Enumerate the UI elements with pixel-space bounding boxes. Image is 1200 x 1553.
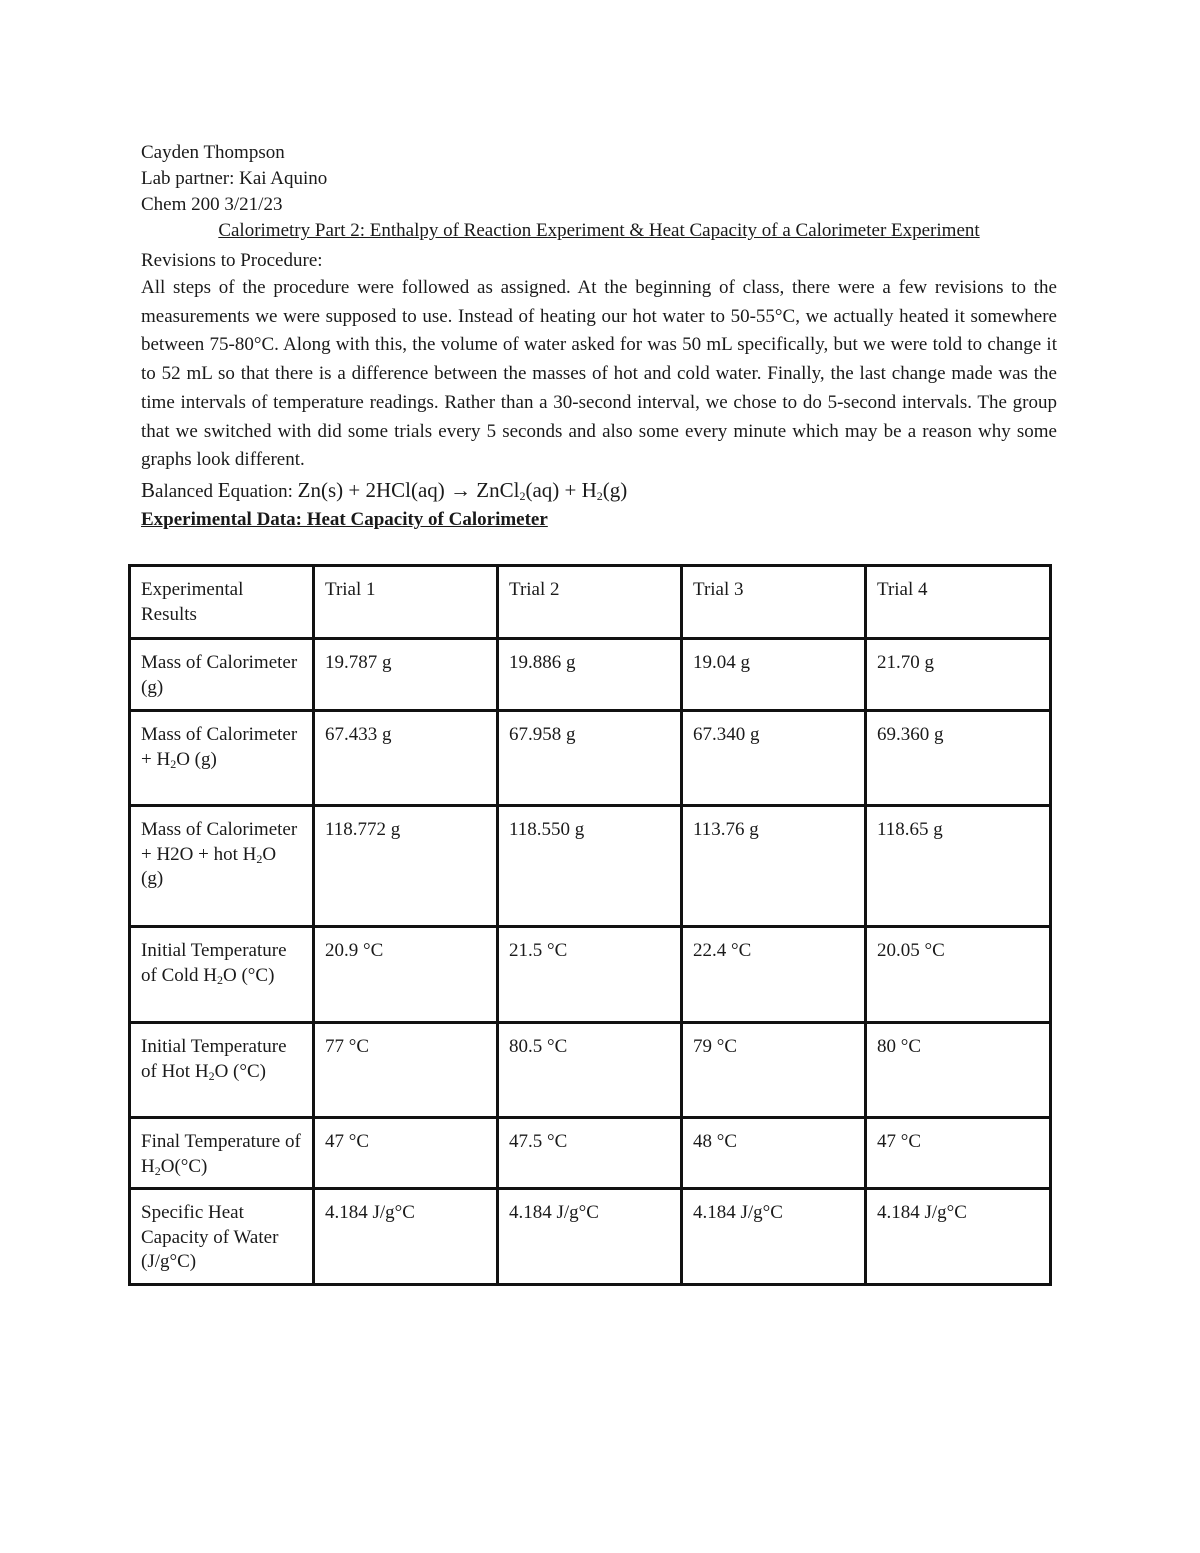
equation-label-quation: quation: bbox=[230, 480, 298, 502]
table-cell: 77 °C bbox=[314, 1023, 498, 1118]
table-row bbox=[130, 927, 1051, 1023]
header-trial-3: Trial 3 bbox=[682, 566, 866, 639]
row-label bbox=[130, 1118, 314, 1189]
equation-middle: (aq) + H bbox=[525, 477, 597, 502]
balanced-equation bbox=[141, 475, 1057, 507]
row-label-subscript: 2 bbox=[170, 756, 177, 771]
row-label-subscript: 2 bbox=[154, 1163, 161, 1178]
row-label-text: Initial Temperature of Hot H bbox=[141, 1036, 287, 1082]
equation-lhs: Zn(s) + 2HCl(aq) → ZnCl bbox=[297, 477, 520, 502]
header-trial-2: Trial 2 bbox=[498, 566, 682, 639]
row-label bbox=[130, 806, 314, 927]
row-label-text: Mass of Calorimeter + H2O + hot H bbox=[141, 819, 298, 865]
course-date: Chem 200 3/21/23 bbox=[141, 194, 283, 215]
table-row bbox=[130, 639, 1051, 711]
table-cell: 19.886 g bbox=[498, 639, 682, 711]
table-cell: 19.787 g bbox=[314, 639, 498, 711]
table-cell: 113.76 g bbox=[682, 806, 866, 927]
table-cell: 47 °C bbox=[866, 1118, 1051, 1189]
row-label-text: O (°C) bbox=[223, 964, 275, 986]
table-cell: 118.772 g bbox=[314, 806, 498, 927]
row-label-text: Final Temperature of H bbox=[141, 1131, 301, 1177]
table-cell: 80.5 °C bbox=[498, 1023, 682, 1118]
table-cell: 67.958 g bbox=[498, 711, 682, 806]
header-label-cell: Experimental Results bbox=[130, 566, 314, 639]
table-cell: 20.9 °C bbox=[314, 927, 498, 1023]
row-label bbox=[130, 1189, 314, 1285]
table-heading: Experimental Data: Heat Capacity of Calorimeter bbox=[141, 508, 548, 530]
row-label-text: Mass of Calorimeter (g) bbox=[141, 652, 298, 698]
equation-label-b: B bbox=[141, 477, 156, 502]
row-label-text: O(°C) bbox=[160, 1155, 208, 1177]
row-label bbox=[130, 639, 314, 711]
author-name: Cayden Thompson bbox=[141, 142, 285, 163]
equation-end: (g) bbox=[602, 477, 628, 502]
row-label-text: Specific Heat Capacity of Water (J/g°C) bbox=[141, 1202, 279, 1272]
document-title: Calorimetry Part 2: Enthalpy of Reaction Experiment & Heat Capacity of a Calorimeter Experiment bbox=[218, 220, 980, 241]
table-cell: 19.04 g bbox=[682, 639, 866, 711]
row-label-text: O (°C) bbox=[214, 1060, 266, 1082]
table-header-row bbox=[130, 566, 1051, 639]
table-cell: 22.4 °C bbox=[682, 927, 866, 1023]
row-label-subscript: 2 bbox=[217, 972, 223, 987]
table-cell: 80 °C bbox=[866, 1023, 1051, 1118]
row-label bbox=[130, 927, 314, 1023]
row-label bbox=[130, 711, 314, 806]
document-page bbox=[141, 140, 1057, 533]
equation-label-e: E bbox=[217, 477, 231, 502]
table-row bbox=[130, 806, 1051, 927]
header-trial-4: Trial 4 bbox=[866, 566, 1051, 639]
table-row bbox=[130, 1118, 1051, 1189]
table-cell: 67.433 g bbox=[314, 711, 498, 806]
table-cell: 20.05 °C bbox=[866, 927, 1051, 1023]
lab-partner: Lab partner: Kai Aquino bbox=[141, 168, 328, 189]
row-label-text: O (g) bbox=[141, 843, 277, 889]
table-cell: 48 °C bbox=[682, 1118, 866, 1189]
table-cell: 21.5 °C bbox=[498, 927, 682, 1023]
table-cell: 47 °C bbox=[314, 1118, 498, 1189]
experimental-data-table bbox=[128, 564, 1052, 1286]
row-label-text: Mass of Calorimeter + H bbox=[141, 724, 298, 770]
table-cell: 21.70 g bbox=[866, 639, 1051, 711]
table-cell: 118.550 g bbox=[498, 806, 682, 927]
header-trial-1: Trial 1 bbox=[314, 566, 498, 639]
revisions-body: All steps of the procedure were followed as assigned. At the beginning of class, there were a few revisions to the measurements we were supposed to use. Instead of heating our hot water to 50-55°C, we actually heated it somewhere between 75-80°C. Along with this, the volume of water asked for was 50 mL specifically, but we were told to change it to 52 mL so that there is a difference between the masses of hot and cold water. Finally, the last change made was the time intervals of temperature readings. Rather than a 30-second interval, we chose to do 5-second intervals. The group that we switched with did some trials every 5 seconds and also some every minute which may be a reason why some graphs look different. bbox=[141, 277, 1057, 471]
table-cell: 79 °C bbox=[682, 1023, 866, 1118]
table-row bbox=[130, 711, 1051, 806]
table-body bbox=[130, 566, 1051, 1285]
table-cell: 4.184 J/g°C bbox=[682, 1189, 866, 1285]
table-cell: 4.184 J/g°C bbox=[866, 1189, 1051, 1285]
table-cell: 69.360 g bbox=[866, 711, 1051, 806]
row-label-subscript: 2 bbox=[256, 851, 263, 866]
table-cell: 118.65 g bbox=[866, 806, 1051, 927]
table-cell: 67.340 g bbox=[682, 711, 866, 806]
equation-subscript-2: 2 bbox=[596, 488, 603, 503]
row-label-text: Initial Temperature of Cold H bbox=[141, 940, 287, 986]
table-row bbox=[130, 1189, 1051, 1285]
equation-label-alanced: alanced bbox=[155, 480, 218, 502]
table-row bbox=[130, 1023, 1051, 1118]
revisions-heading: Revisions to Procedure: bbox=[141, 250, 323, 271]
table-cell: 47.5 °C bbox=[498, 1118, 682, 1189]
row-label bbox=[130, 1023, 314, 1118]
table-cell: 4.184 J/g°C bbox=[314, 1189, 498, 1285]
table-cell: 4.184 J/g°C bbox=[498, 1189, 682, 1285]
row-label-subscript: 2 bbox=[208, 1068, 215, 1083]
equation-subscript-1: 2 bbox=[519, 488, 526, 503]
row-label-text: O (g) bbox=[176, 748, 217, 770]
